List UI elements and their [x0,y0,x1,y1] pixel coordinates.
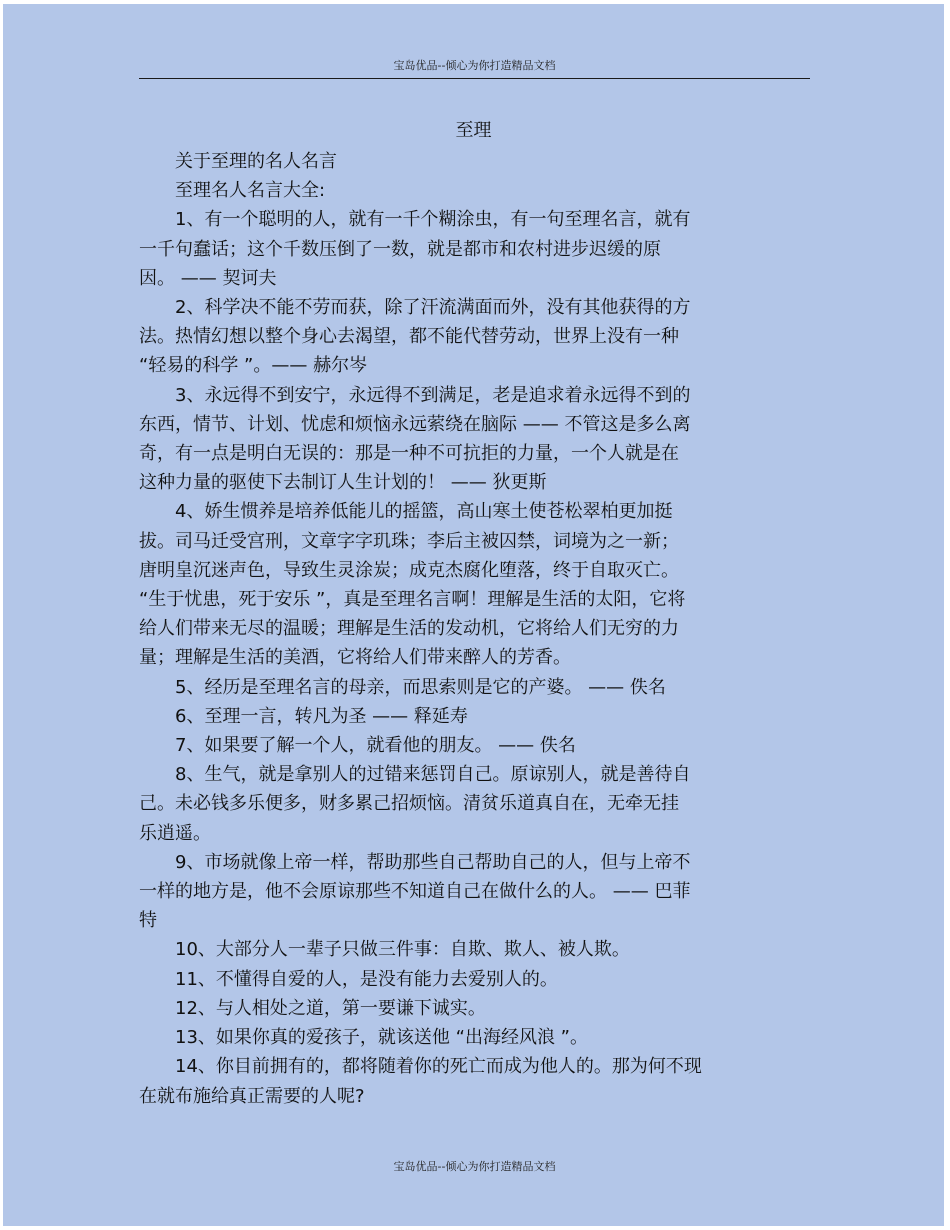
paragraph: 3、永远得不到安宁，永远得不到满足，老是追求着永远得不到的 东西，情节、计划、忧虑和烦恼永远萦绕在脑际 —— 不管这是多么离 奇，有一点是明白无误的：那是一种不可抗拒的力量，一个人就是在 这种力量的驱使下去制订人生计划的！ —— 狄更斯 [139,384,691,494]
page-header: 宝岛优品--倾心为你打造精品文档 [139,58,810,79]
document-body [139,147,799,1111]
paragraph: 2、科学决不能不劳而获，除了汗流满面而外，没有其他获得的方 法。热情幻想以整个身心去渴望，都不能代替劳动，世界上没有一种 “轻易的科学 ”。—— 赫尔岑 [139,297,691,377]
paragraph: 关于至理的名人名言 [175,151,337,172]
paragraph: 12、与人相处之道，第一要谦下诚实。 [175,997,486,1019]
paragraph: 11、不懂得自爱的人，是没有能力去爱别人的。 [175,968,558,990]
paragraph: 13、如果你真的爱孩子，就该送他 “出海经风浪 ”。 [175,1027,588,1049]
document-title: 至理 [455,120,492,141]
paragraph: 6、至理一言，转凡为圣 —— 释延寿 [175,705,468,727]
paragraph: 8、生气，就是拿别人的过错来惩罚自己。原谅别人，就是善待自 己。未必钱多乐便多，财多累己招烦恼。清贫乐道真自在，无牵无挂 乐逍遥。 [139,764,691,844]
paragraph: 7、如果要了解一个人，就看他的朋友。 —— 佚名 [175,735,576,757]
paragraph: 14、你目前拥有的，都将随着你的死亡而成为他人的。那为何不现 在就布施给真正需要的人呢? [139,1056,702,1107]
document-page [3,4,944,1226]
page-footer: 宝岛优品--倾心为你打造精品文档 [393,1160,556,1173]
paragraph: 9、市场就像上帝一样，帮助那些自己帮助自己的人，但与上帝不 一样的地方是，他不会原谅那些不知道自己在做什么的人。 —— 巴菲 特 [139,851,691,932]
paragraph: 至理名人名言大全: [175,180,326,202]
paragraph: 1、有一个聪明的人，就有一千个糊涂虫，有一句至理名言，就有 一千句蠢话；这个千数压倒了一数，就是都市和农村进步迟缓的原 因。 —— 契诃夫 [139,209,691,289]
paragraph: 4、娇生惯养是培养低能儿的摇篮，高山寒土使苍松翠柏更加挺 拔。司马迁受宫刑，文章字字玑珠；李后主被囚禁，词境为之一新； 唐明皇沉迷声色，导致生灵涂炭；成克杰腐化堕落，终于自取灭亡。 “生于忧患，死于安乐 ”，真是至理名言啊！理解是生活的太阳，它将 给人们带来无尽的温暖；理解是生活的发动机，它将给人们无穷的力 量；理解是生活的美酒，它将给人们带来醉人的芳香。 [139,501,686,669]
paragraph: 5、经历是至理名言的母亲，而思索则是它的产婆。 —— 佚名 [175,676,666,698]
paragraph: 10、大部分人一辈子只做三件事：自欺、欺人、被人欺。 [175,939,630,961]
